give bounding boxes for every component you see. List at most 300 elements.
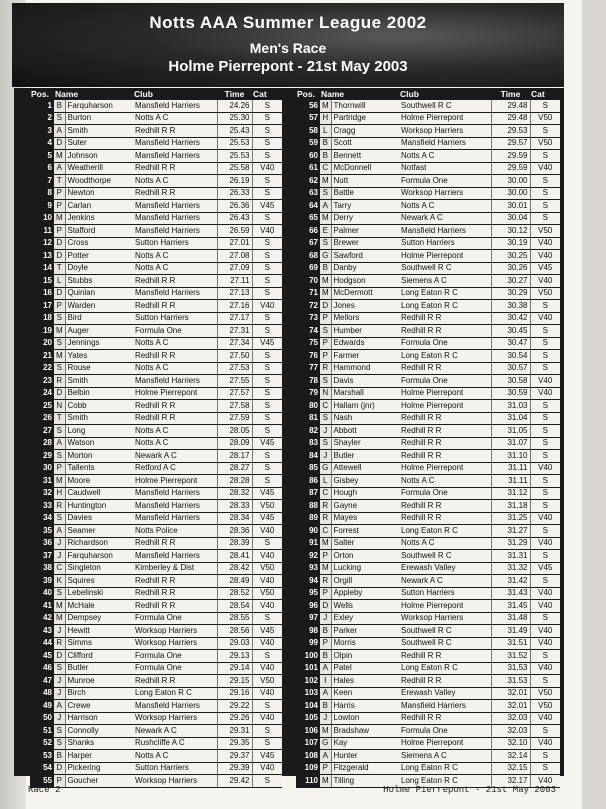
time-cell: 31.49 bbox=[491, 625, 530, 638]
club-cell: Redhill R R bbox=[133, 275, 217, 288]
category-cell: V45 bbox=[530, 562, 560, 575]
name-cell: Jenkins bbox=[65, 212, 133, 225]
club-cell: Redhill R R bbox=[399, 450, 491, 463]
position-cell: 108 bbox=[296, 750, 320, 763]
name-cell: Nutt bbox=[331, 175, 399, 188]
position-cell: 36 bbox=[30, 537, 54, 550]
category-cell: V40 bbox=[530, 237, 560, 250]
category-cell: V45 bbox=[252, 337, 282, 350]
name-cell: Suter bbox=[65, 137, 133, 150]
category-cell: S bbox=[530, 187, 560, 200]
initial-cell: B bbox=[320, 137, 331, 150]
table-row bbox=[296, 650, 560, 663]
time-cell: 32.10 bbox=[491, 737, 530, 750]
name-cell: Pickering bbox=[65, 762, 133, 775]
initial-cell: E bbox=[320, 225, 331, 238]
table-row bbox=[30, 500, 282, 513]
position-cell: 10 bbox=[30, 212, 54, 225]
position-cell: 56 bbox=[296, 100, 320, 112]
footer-page-label: Race 2 bbox=[28, 785, 61, 795]
table-row bbox=[30, 637, 282, 650]
club-cell: Redhill R R bbox=[133, 350, 217, 363]
time-cell: 27.53 bbox=[217, 362, 252, 375]
club-cell: Redhill R R bbox=[133, 575, 217, 588]
time-cell: 31.12 bbox=[491, 487, 530, 500]
table-row bbox=[30, 250, 282, 263]
name-cell: Butler bbox=[65, 662, 133, 675]
table-row bbox=[296, 225, 560, 238]
category-cell: S bbox=[252, 650, 282, 663]
category-cell: S bbox=[530, 487, 560, 500]
table-row bbox=[30, 587, 282, 600]
table-row bbox=[296, 662, 560, 675]
category-cell: V45 bbox=[530, 262, 560, 275]
time-cell: 29.53 bbox=[491, 125, 530, 138]
initial-cell: M bbox=[320, 562, 331, 575]
name-cell: Tarry bbox=[331, 200, 399, 213]
position-cell: 45 bbox=[30, 650, 54, 663]
initial-cell: J bbox=[54, 625, 65, 638]
position-cell: 57 bbox=[296, 112, 320, 125]
category-cell: S bbox=[530, 525, 560, 538]
position-cell: 88 bbox=[296, 500, 320, 513]
initial-cell: S bbox=[54, 587, 65, 600]
category-cell: S bbox=[252, 775, 282, 788]
initial-cell: D bbox=[54, 137, 65, 150]
time-cell: 32.15 bbox=[491, 762, 530, 775]
table-row bbox=[30, 537, 282, 550]
initial-cell: M bbox=[54, 612, 65, 625]
club-cell: Southwell R C bbox=[399, 262, 491, 275]
name-cell: Butler bbox=[331, 450, 399, 463]
club-cell: Redhill R R bbox=[133, 412, 217, 425]
time-cell: 28.05 bbox=[217, 425, 252, 438]
time-cell: 29.59 bbox=[491, 162, 530, 175]
name-cell: Bird bbox=[65, 312, 133, 325]
col-club: Club bbox=[133, 88, 217, 100]
table-row bbox=[296, 387, 560, 400]
name-cell: Richardson bbox=[65, 537, 133, 550]
time-cell: 30.29 bbox=[491, 287, 530, 300]
name-cell: Hough bbox=[331, 487, 399, 500]
initial-cell: M bbox=[320, 275, 331, 288]
category-cell: S bbox=[530, 725, 560, 738]
category-cell: S bbox=[530, 350, 560, 363]
category-cell: S bbox=[252, 375, 282, 388]
name-cell: Cobb bbox=[65, 400, 133, 413]
table-row bbox=[30, 425, 282, 438]
table-row bbox=[30, 312, 282, 325]
table-row bbox=[296, 475, 560, 488]
initial-cell: S bbox=[320, 325, 331, 338]
position-cell: 98 bbox=[296, 625, 320, 638]
time-cell: 29.35 bbox=[217, 737, 252, 750]
club-cell: Erewash Valley bbox=[399, 562, 491, 575]
time-cell: 31.18 bbox=[491, 500, 530, 513]
club-cell: Newark A C bbox=[399, 212, 491, 225]
position-cell: 60 bbox=[296, 150, 320, 163]
club-cell: Holme Pierrepont bbox=[399, 112, 491, 125]
position-cell: 84 bbox=[296, 450, 320, 463]
club-cell: Notts A C bbox=[133, 425, 217, 438]
time-cell: 28.28 bbox=[217, 475, 252, 488]
position-cell: 79 bbox=[296, 387, 320, 400]
position-cell: 38 bbox=[30, 562, 54, 575]
time-cell: 28.36 bbox=[217, 525, 252, 538]
time-cell: 28.34 bbox=[217, 512, 252, 525]
position-cell: 87 bbox=[296, 487, 320, 500]
initial-cell: M bbox=[320, 537, 331, 550]
position-cell: 33 bbox=[30, 500, 54, 513]
initial-cell: G bbox=[320, 737, 331, 750]
table-row bbox=[30, 625, 282, 638]
initial-cell: B bbox=[320, 150, 331, 163]
position-cell: 109 bbox=[296, 762, 320, 775]
table-row bbox=[30, 262, 282, 275]
initial-cell: B bbox=[320, 625, 331, 638]
initial-cell: M bbox=[54, 325, 65, 338]
category-cell: S bbox=[252, 112, 282, 125]
initial-cell: M bbox=[320, 775, 331, 788]
position-cell: 46 bbox=[30, 662, 54, 675]
category-cell: V40 bbox=[530, 462, 560, 475]
time-cell: 30.59 bbox=[491, 387, 530, 400]
time-cell: 28.42 bbox=[217, 562, 252, 575]
initial-cell: J bbox=[54, 550, 65, 563]
category-cell: S bbox=[530, 425, 560, 438]
name-cell: Orgill bbox=[331, 575, 399, 588]
category-cell: V45 bbox=[252, 437, 282, 450]
position-cell: 22 bbox=[30, 362, 54, 375]
results-table-right bbox=[296, 88, 560, 788]
club-cell: Redhill R R bbox=[133, 187, 217, 200]
time-cell: 28.52 bbox=[217, 587, 252, 600]
table-row bbox=[30, 750, 282, 763]
category-cell: V50 bbox=[252, 675, 282, 688]
time-cell: 32.03 bbox=[491, 712, 530, 725]
table-row bbox=[30, 725, 282, 738]
name-cell: Farquharson bbox=[65, 550, 133, 563]
name-cell: Wells bbox=[331, 600, 399, 613]
name-cell: Long bbox=[65, 425, 133, 438]
club-cell: Redhill R R bbox=[399, 712, 491, 725]
position-cell: 76 bbox=[296, 350, 320, 363]
category-cell: S bbox=[252, 262, 282, 275]
table-row bbox=[296, 412, 560, 425]
table-row bbox=[296, 562, 560, 575]
table-row bbox=[30, 712, 282, 725]
club-cell: Formula One bbox=[133, 612, 217, 625]
category-cell: V50 bbox=[530, 287, 560, 300]
position-cell: 27 bbox=[30, 425, 54, 438]
table-row bbox=[30, 112, 282, 125]
page-footer bbox=[14, 782, 564, 798]
name-cell: Seamer bbox=[65, 525, 133, 538]
initial-cell: B bbox=[54, 100, 65, 112]
club-cell: Mansfield Harriers bbox=[133, 700, 217, 713]
club-cell: Redhill R R bbox=[399, 500, 491, 513]
category-cell: S bbox=[252, 412, 282, 425]
initial-cell: S bbox=[54, 337, 65, 350]
table-row bbox=[30, 612, 282, 625]
table-row bbox=[296, 125, 560, 138]
initial-cell: S bbox=[54, 725, 65, 738]
initial-cell: L bbox=[320, 125, 331, 138]
position-cell: 23 bbox=[30, 375, 54, 388]
name-cell: Hallam (jnr) bbox=[331, 400, 399, 413]
name-cell: Lucking bbox=[331, 562, 399, 575]
initial-cell: T bbox=[54, 412, 65, 425]
club-cell: Formula One bbox=[133, 650, 217, 663]
name-cell: Tallents bbox=[65, 462, 133, 475]
position-cell: 100 bbox=[296, 650, 320, 663]
category-cell: S bbox=[252, 462, 282, 475]
club-cell: Newark A C bbox=[133, 450, 217, 463]
category-cell: S bbox=[252, 212, 282, 225]
category-cell: S bbox=[252, 537, 282, 550]
club-cell: Newark A C bbox=[133, 725, 217, 738]
table-row bbox=[296, 687, 560, 700]
time-cell: 27.59 bbox=[217, 412, 252, 425]
category-cell: V50 bbox=[530, 700, 560, 713]
position-cell: 49 bbox=[30, 700, 54, 713]
category-cell: V40 bbox=[530, 587, 560, 600]
category-cell: V40 bbox=[252, 225, 282, 238]
table-row bbox=[30, 400, 282, 413]
name-cell: McDermott bbox=[331, 287, 399, 300]
table-row bbox=[30, 387, 282, 400]
initial-cell: P bbox=[320, 762, 331, 775]
club-cell: Sutton Harriers bbox=[133, 237, 217, 250]
time-cell: 28.55 bbox=[217, 612, 252, 625]
time-cell: 24.26 bbox=[217, 100, 252, 112]
category-cell: V40 bbox=[252, 575, 282, 588]
initial-cell: A bbox=[54, 700, 65, 713]
position-cell: 54 bbox=[30, 762, 54, 775]
club-cell: Worksop Harriers bbox=[399, 187, 491, 200]
category-cell: S bbox=[252, 325, 282, 338]
club-cell: Notts A C bbox=[133, 437, 217, 450]
category-cell: V50 bbox=[252, 500, 282, 513]
name-cell: Burton bbox=[65, 112, 133, 125]
position-cell: 71 bbox=[296, 287, 320, 300]
position-cell: 104 bbox=[296, 700, 320, 713]
table-row bbox=[30, 362, 282, 375]
initial-cell: S bbox=[54, 312, 65, 325]
results-area bbox=[14, 88, 564, 785]
club-cell: Holme Pierrepont bbox=[399, 400, 491, 413]
club-cell: Mansfield Harriers bbox=[399, 700, 491, 713]
position-cell: 69 bbox=[296, 262, 320, 275]
time-cell: 29.37 bbox=[217, 750, 252, 763]
name-cell: Attewell bbox=[331, 462, 399, 475]
initial-cell: R bbox=[54, 637, 65, 650]
position-cell: 61 bbox=[296, 162, 320, 175]
club-cell: Notts A C bbox=[399, 150, 491, 163]
initial-cell: B bbox=[320, 262, 331, 275]
table-header-row bbox=[296, 88, 560, 100]
table-row bbox=[30, 212, 282, 225]
position-cell: 82 bbox=[296, 425, 320, 438]
category-cell: S bbox=[252, 425, 282, 438]
initial-cell: M bbox=[320, 175, 331, 188]
time-cell: 29.14 bbox=[217, 662, 252, 675]
table-row bbox=[30, 137, 282, 150]
category-cell: S bbox=[530, 500, 560, 513]
position-cell: 13 bbox=[30, 250, 54, 263]
initial-cell: P bbox=[320, 637, 331, 650]
position-cell: 20 bbox=[30, 337, 54, 350]
name-cell: Morton bbox=[65, 450, 133, 463]
club-cell: Long Eaton R C bbox=[399, 662, 491, 675]
table-row bbox=[296, 500, 560, 513]
time-cell: 27.08 bbox=[217, 250, 252, 263]
position-cell: 44 bbox=[30, 637, 54, 650]
name-cell: Newton bbox=[65, 187, 133, 200]
initial-cell: R bbox=[320, 575, 331, 588]
initial-cell: H bbox=[320, 112, 331, 125]
name-cell: Smith bbox=[65, 125, 133, 138]
table-row bbox=[296, 300, 560, 313]
table-row bbox=[30, 487, 282, 500]
time-cell: 31.32 bbox=[491, 562, 530, 575]
table-row bbox=[296, 462, 560, 475]
time-cell: 31.07 bbox=[491, 437, 530, 450]
time-cell: 28.32 bbox=[217, 487, 252, 500]
table-row bbox=[30, 287, 282, 300]
name-cell: Lebelinski bbox=[65, 587, 133, 600]
table-row bbox=[296, 550, 560, 563]
initial-cell: G bbox=[320, 462, 331, 475]
time-cell: 31.53 bbox=[491, 662, 530, 675]
table-row bbox=[296, 712, 560, 725]
name-cell: Bennett bbox=[331, 150, 399, 163]
club-cell: Formula One bbox=[399, 337, 491, 350]
name-cell: Hunter bbox=[331, 750, 399, 763]
time-cell: 31.48 bbox=[491, 612, 530, 625]
category-cell: S bbox=[252, 100, 282, 112]
name-cell: Danby bbox=[331, 262, 399, 275]
table-row bbox=[296, 425, 560, 438]
club-cell: Worksop Harriers bbox=[399, 612, 491, 625]
initial-cell: S bbox=[320, 237, 331, 250]
time-cell: 29.16 bbox=[217, 687, 252, 700]
category-cell: S bbox=[252, 237, 282, 250]
club-cell: Mansfield Harriers bbox=[133, 487, 217, 500]
name-cell: Mellors bbox=[331, 312, 399, 325]
table-row bbox=[30, 300, 282, 313]
initial-cell: M bbox=[54, 600, 65, 613]
initial-cell: G bbox=[320, 250, 331, 263]
initial-cell: D bbox=[320, 600, 331, 613]
name-cell: Hales bbox=[331, 675, 399, 688]
table-row bbox=[296, 762, 560, 775]
position-cell: 95 bbox=[296, 587, 320, 600]
initial-cell: S bbox=[320, 375, 331, 388]
name-cell: Warden bbox=[65, 300, 133, 313]
time-cell: 29.31 bbox=[217, 725, 252, 738]
initial-cell: N bbox=[54, 400, 65, 413]
category-cell: S bbox=[530, 550, 560, 563]
time-cell: 31.25 bbox=[491, 512, 530, 525]
position-cell: 86 bbox=[296, 475, 320, 488]
name-cell: Mayes bbox=[331, 512, 399, 525]
position-cell: 19 bbox=[30, 325, 54, 338]
club-cell: Southwell R C bbox=[399, 550, 491, 563]
club-cell: Mansfield Harriers bbox=[133, 375, 217, 388]
club-cell: Redhill R R bbox=[133, 162, 217, 175]
name-cell: Squires bbox=[65, 575, 133, 588]
club-cell: Formula One bbox=[399, 725, 491, 738]
club-cell: Long Eaton R C bbox=[399, 775, 491, 788]
category-cell: V40 bbox=[252, 687, 282, 700]
race-title: Men's Race bbox=[249, 40, 327, 56]
table-row bbox=[296, 150, 560, 163]
initial-cell: S bbox=[320, 187, 331, 200]
name-cell: Dempsey bbox=[65, 612, 133, 625]
name-cell: Farmer bbox=[331, 350, 399, 363]
name-cell: Salter bbox=[331, 537, 399, 550]
time-cell: 28.49 bbox=[217, 575, 252, 588]
time-cell: 32.01 bbox=[491, 700, 530, 713]
club-cell: Holme Pierrepont bbox=[399, 600, 491, 613]
time-cell: 27.09 bbox=[217, 262, 252, 275]
category-cell: V45 bbox=[252, 750, 282, 763]
position-cell: 65 bbox=[296, 212, 320, 225]
table-row bbox=[30, 762, 282, 775]
initial-cell: M bbox=[320, 287, 331, 300]
name-cell: Doyle bbox=[65, 262, 133, 275]
name-cell: Weatherill bbox=[65, 162, 133, 175]
club-cell: Mansfield Harriers bbox=[399, 225, 491, 238]
time-cell: 31.29 bbox=[491, 537, 530, 550]
club-cell: Worksop Harriers bbox=[133, 712, 217, 725]
club-cell: Holme Pierrepont bbox=[399, 387, 491, 400]
table-row bbox=[30, 575, 282, 588]
club-cell: Sutton Harriers bbox=[399, 587, 491, 600]
position-cell: 70 bbox=[296, 275, 320, 288]
initial-cell: D bbox=[320, 300, 331, 313]
initial-cell: M bbox=[54, 350, 65, 363]
table-row bbox=[296, 537, 560, 550]
category-cell: V50 bbox=[530, 112, 560, 125]
time-cell: 29.48 bbox=[491, 100, 530, 112]
position-cell: 66 bbox=[296, 225, 320, 238]
table-row bbox=[296, 287, 560, 300]
club-cell: Redhill R R bbox=[399, 412, 491, 425]
time-cell: 25.43 bbox=[217, 125, 252, 138]
time-cell: 29.26 bbox=[217, 712, 252, 725]
category-cell: V45 bbox=[252, 625, 282, 638]
club-cell: Redhill R R bbox=[399, 437, 491, 450]
club-cell: Retford A C bbox=[133, 462, 217, 475]
category-cell: S bbox=[530, 212, 560, 225]
time-cell: 27.31 bbox=[217, 325, 252, 338]
table-row bbox=[30, 475, 282, 488]
club-cell: Mansfield Harriers bbox=[133, 287, 217, 300]
table-row bbox=[296, 237, 560, 250]
position-cell: 35 bbox=[30, 525, 54, 538]
club-cell: Formula One bbox=[133, 325, 217, 338]
position-cell: 42 bbox=[30, 612, 54, 625]
position-cell: 31 bbox=[30, 475, 54, 488]
name-cell: Cragg bbox=[331, 125, 399, 138]
table-row bbox=[296, 187, 560, 200]
category-cell: V40 bbox=[530, 737, 560, 750]
position-cell: 73 bbox=[296, 312, 320, 325]
club-cell: Newark A C bbox=[399, 575, 491, 588]
category-cell: S bbox=[252, 175, 282, 188]
